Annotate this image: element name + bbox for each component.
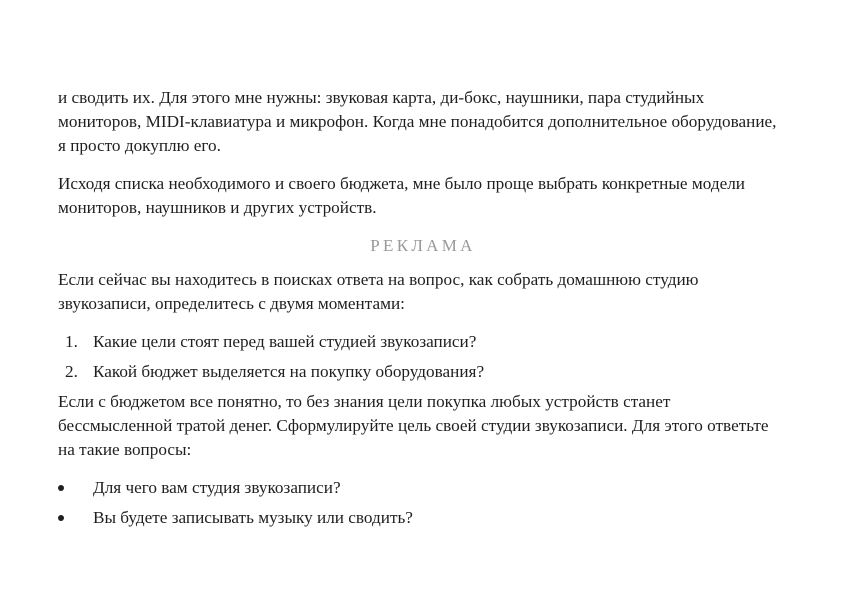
paragraph: Если сейчас вы находитесь в поисках ответа на вопрос, как собрать домашнюю студию звукозаписи, определитесь с двумя моментами: <box>58 270 699 313</box>
bullet-icon <box>58 515 64 521</box>
list-item <box>58 330 788 354</box>
list-item-number: 2. <box>65 362 78 381</box>
ordered-list <box>58 330 788 384</box>
paragraph: Если с бюджетом все понятно, то без знания цели покупка любых устройств станет бессмысленной тратой денег. Сформулируйте цель своей студии звукозаписи. Для этого ответьте на такие вопросы: <box>58 392 769 459</box>
list-item <box>58 476 788 500</box>
list-item-text: Вы будете записывать музыку или сводить? <box>93 508 413 527</box>
list-item-text: Для чего вам студия звукозаписи? <box>93 478 341 497</box>
list-item-text: Какие цели стоят перед вашей студией звукозаписи? <box>93 332 477 351</box>
list-item <box>58 360 788 384</box>
list-item-text: Какой бюджет выделяется на покупку оборудования? <box>93 362 485 381</box>
paragraph: Исходя списка необходимого и своего бюджета, мне было проще выбрать конкретные модели мониторов, наушников и других устройств. <box>58 174 745 217</box>
paragraph: и сводить их. Для этого мне нужны: звуковая карта, ди-бокс, наушники, пара студийных мониторов, MIDI-клавиатура и микрофон. Когда мне понадобится дополнительное оборудование, я просто докуплю его. <box>58 88 777 155</box>
bullet-list <box>58 476 788 530</box>
article-body <box>58 86 788 536</box>
list-item <box>58 506 788 530</box>
ad-label: РЕКЛАМА <box>370 236 476 255</box>
bullet-icon <box>58 485 64 491</box>
list-item-number: 1. <box>65 332 78 351</box>
